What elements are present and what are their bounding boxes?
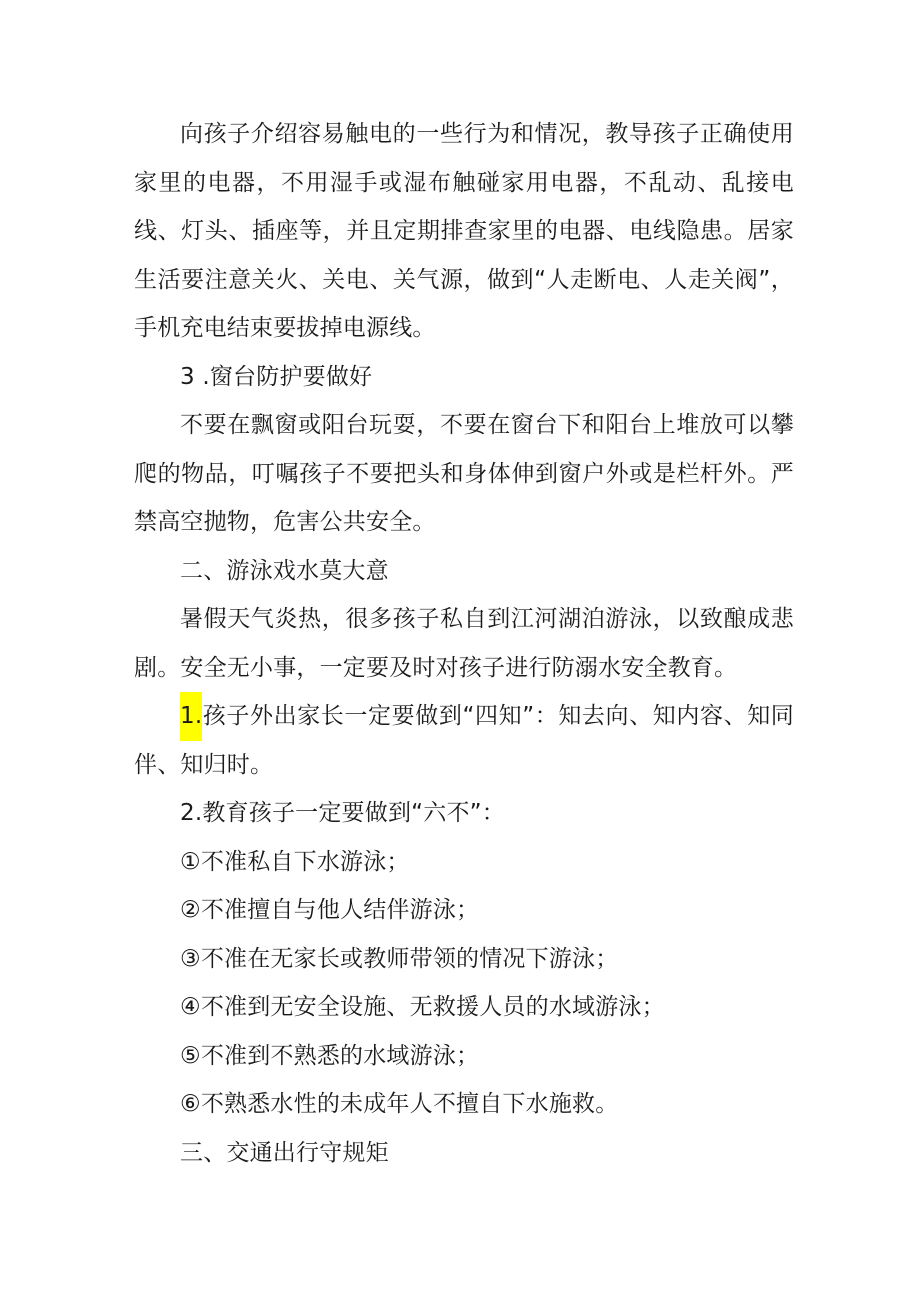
paragraph-swimming-intro: 暑假天气炎热，很多孩子私自到江河湖泊游泳，以致酿成悲剧。安全无小事，一定要及时对孩子进行防溺水安全教育。 — [134, 606, 794, 681]
heading-swimming-safety: 二、游泳戏水莫大意 — [180, 557, 389, 584]
highlighted-number: 1. — [180, 692, 202, 741]
heading-window-protection: 3 .窗台防护要做好 — [180, 363, 373, 390]
heading-traffic-safety: 三、交通出行守规矩 — [180, 1139, 389, 1166]
rule-2: ②不准擅自与他人结伴游泳； — [180, 897, 480, 923]
item-four-knows — [134, 692, 794, 789]
item-four-knows-text: 孩子外出家长一定要做到“四知”：知去向、知内容、知同伴、知归时。 — [134, 703, 794, 778]
item-six-nots: 2.教育孩子一定要做到“六不”： — [180, 800, 505, 826]
paragraph-window-safety: 不要在飘窗或阳台玩耍，不要在窗台下和阳台上堆放可以攀爬的物品，叮嘱孩子不要把头和身体伸到窗户外或是栏杆外。严禁高空抛物，危害公共安全。 — [134, 412, 794, 535]
rule-3: ③不准在无家长或教师带领的情况下游泳； — [180, 945, 619, 972]
paragraph-electric-safety: 向孩子介绍容易触电的一些行为和情况，教导孩子正确使用家里的电器，不用湿手或湿布触碰家用电器，不乱动、乱接电线、灯头、插座等，并且定期排查家里的电器、电线隐患。居家生活要注意关火、关电、关气源，做到“人走断电、人走关阀”，手机充电结束要拔掉电源线。 — [134, 121, 794, 341]
document-body — [134, 110, 794, 1177]
rule-5: ⑤不准到不熟悉的水域游泳； — [180, 1042, 480, 1069]
rule-1: ①不准私自下水游泳； — [180, 848, 410, 875]
rule-6: ⑥不熟悉水性的未成年人不擅自下水施救。 — [180, 1091, 619, 1117]
rule-4: ④不准到无安全设施、无救援人员的水域游泳； — [180, 994, 665, 1020]
